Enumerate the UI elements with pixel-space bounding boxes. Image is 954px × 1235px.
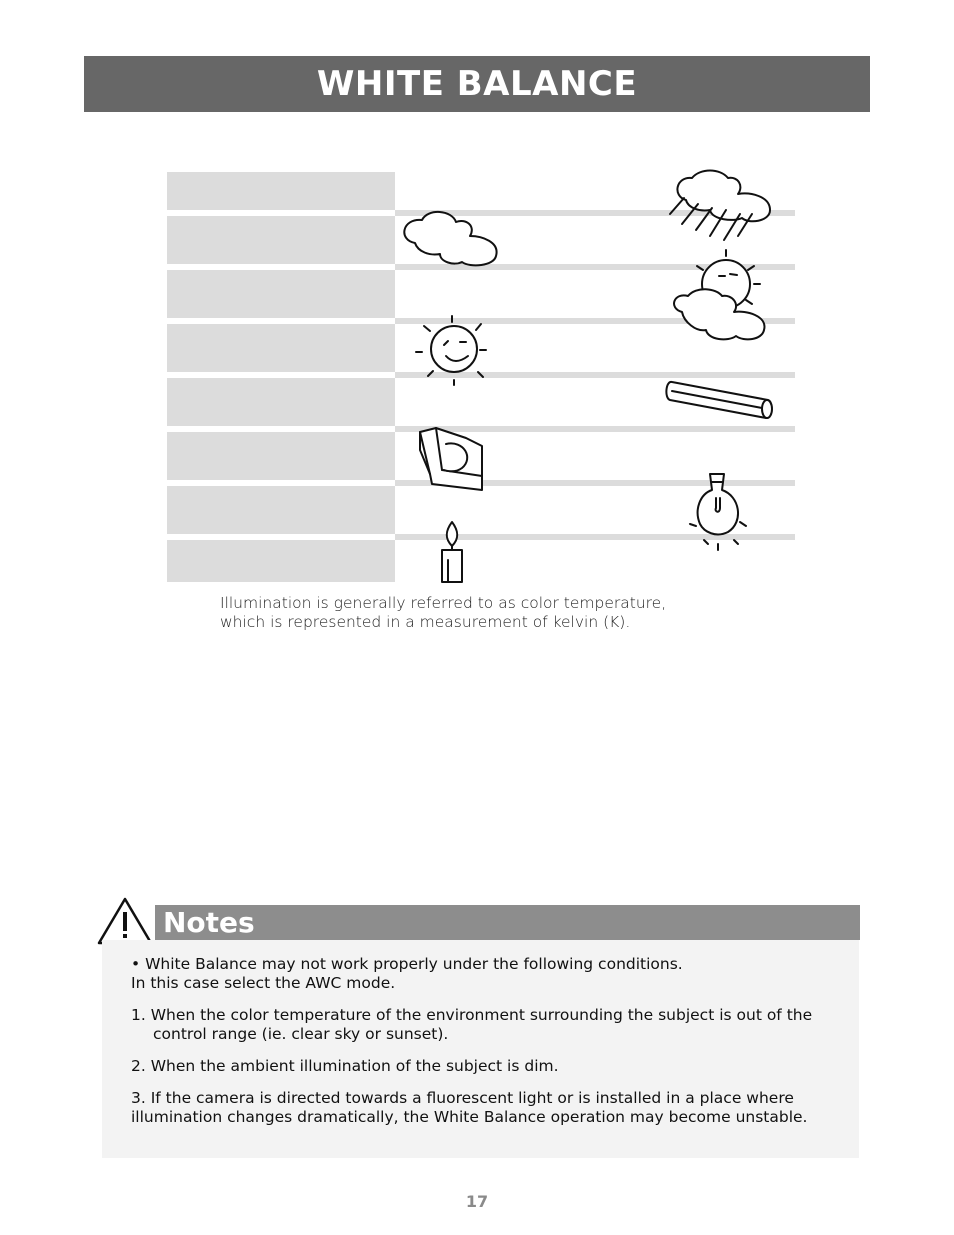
caption-line: which is represented in a measurement of kelvin (K).	[220, 613, 631, 631]
notes-header	[155, 905, 860, 940]
rain-cloud-icon	[670, 171, 770, 241]
table-cell	[167, 216, 395, 264]
sun-behind-cloud-icon	[674, 250, 764, 339]
notes-title: Notes	[163, 906, 255, 939]
candle-icon	[442, 522, 462, 582]
warning-icon	[96, 896, 154, 946]
caption-line: Illumination is generally referred to as color temperature,	[220, 594, 667, 612]
table-cell	[167, 432, 395, 480]
page-number: 17	[465, 1192, 489, 1211]
cloud-icon	[404, 212, 496, 265]
notes-intro: In this case select the AWC mode.	[131, 974, 396, 992]
temperature-table-cells	[167, 172, 395, 582]
table-cell	[167, 324, 395, 372]
notes-item-2: 2. When the ambient illumination of the subject is dim.	[131, 1057, 559, 1075]
table-cell	[167, 378, 395, 426]
diagram-caption	[220, 594, 780, 632]
notes-item-3: 3. If the camera is directed towards a fluorescent light or is installed in a place where illumination changes dramatically, the White Balance operation may become unstable.	[131, 1089, 808, 1126]
table-cell	[167, 172, 395, 210]
table-cell	[167, 486, 395, 534]
notes-content	[131, 955, 861, 1140]
fluorescent-tube-icon	[666, 382, 772, 418]
notes-intro: • White Balance may not work properly under the following conditions.	[131, 955, 683, 973]
page-title: WHITE BALANCE	[316, 64, 638, 104]
table-cell	[167, 540, 395, 582]
table-cell	[167, 270, 395, 318]
notes-item-1: 1. When the color temperature of the environment surrounding the subject is out of the control range (ie. clear sky or sunset).	[131, 1006, 813, 1043]
